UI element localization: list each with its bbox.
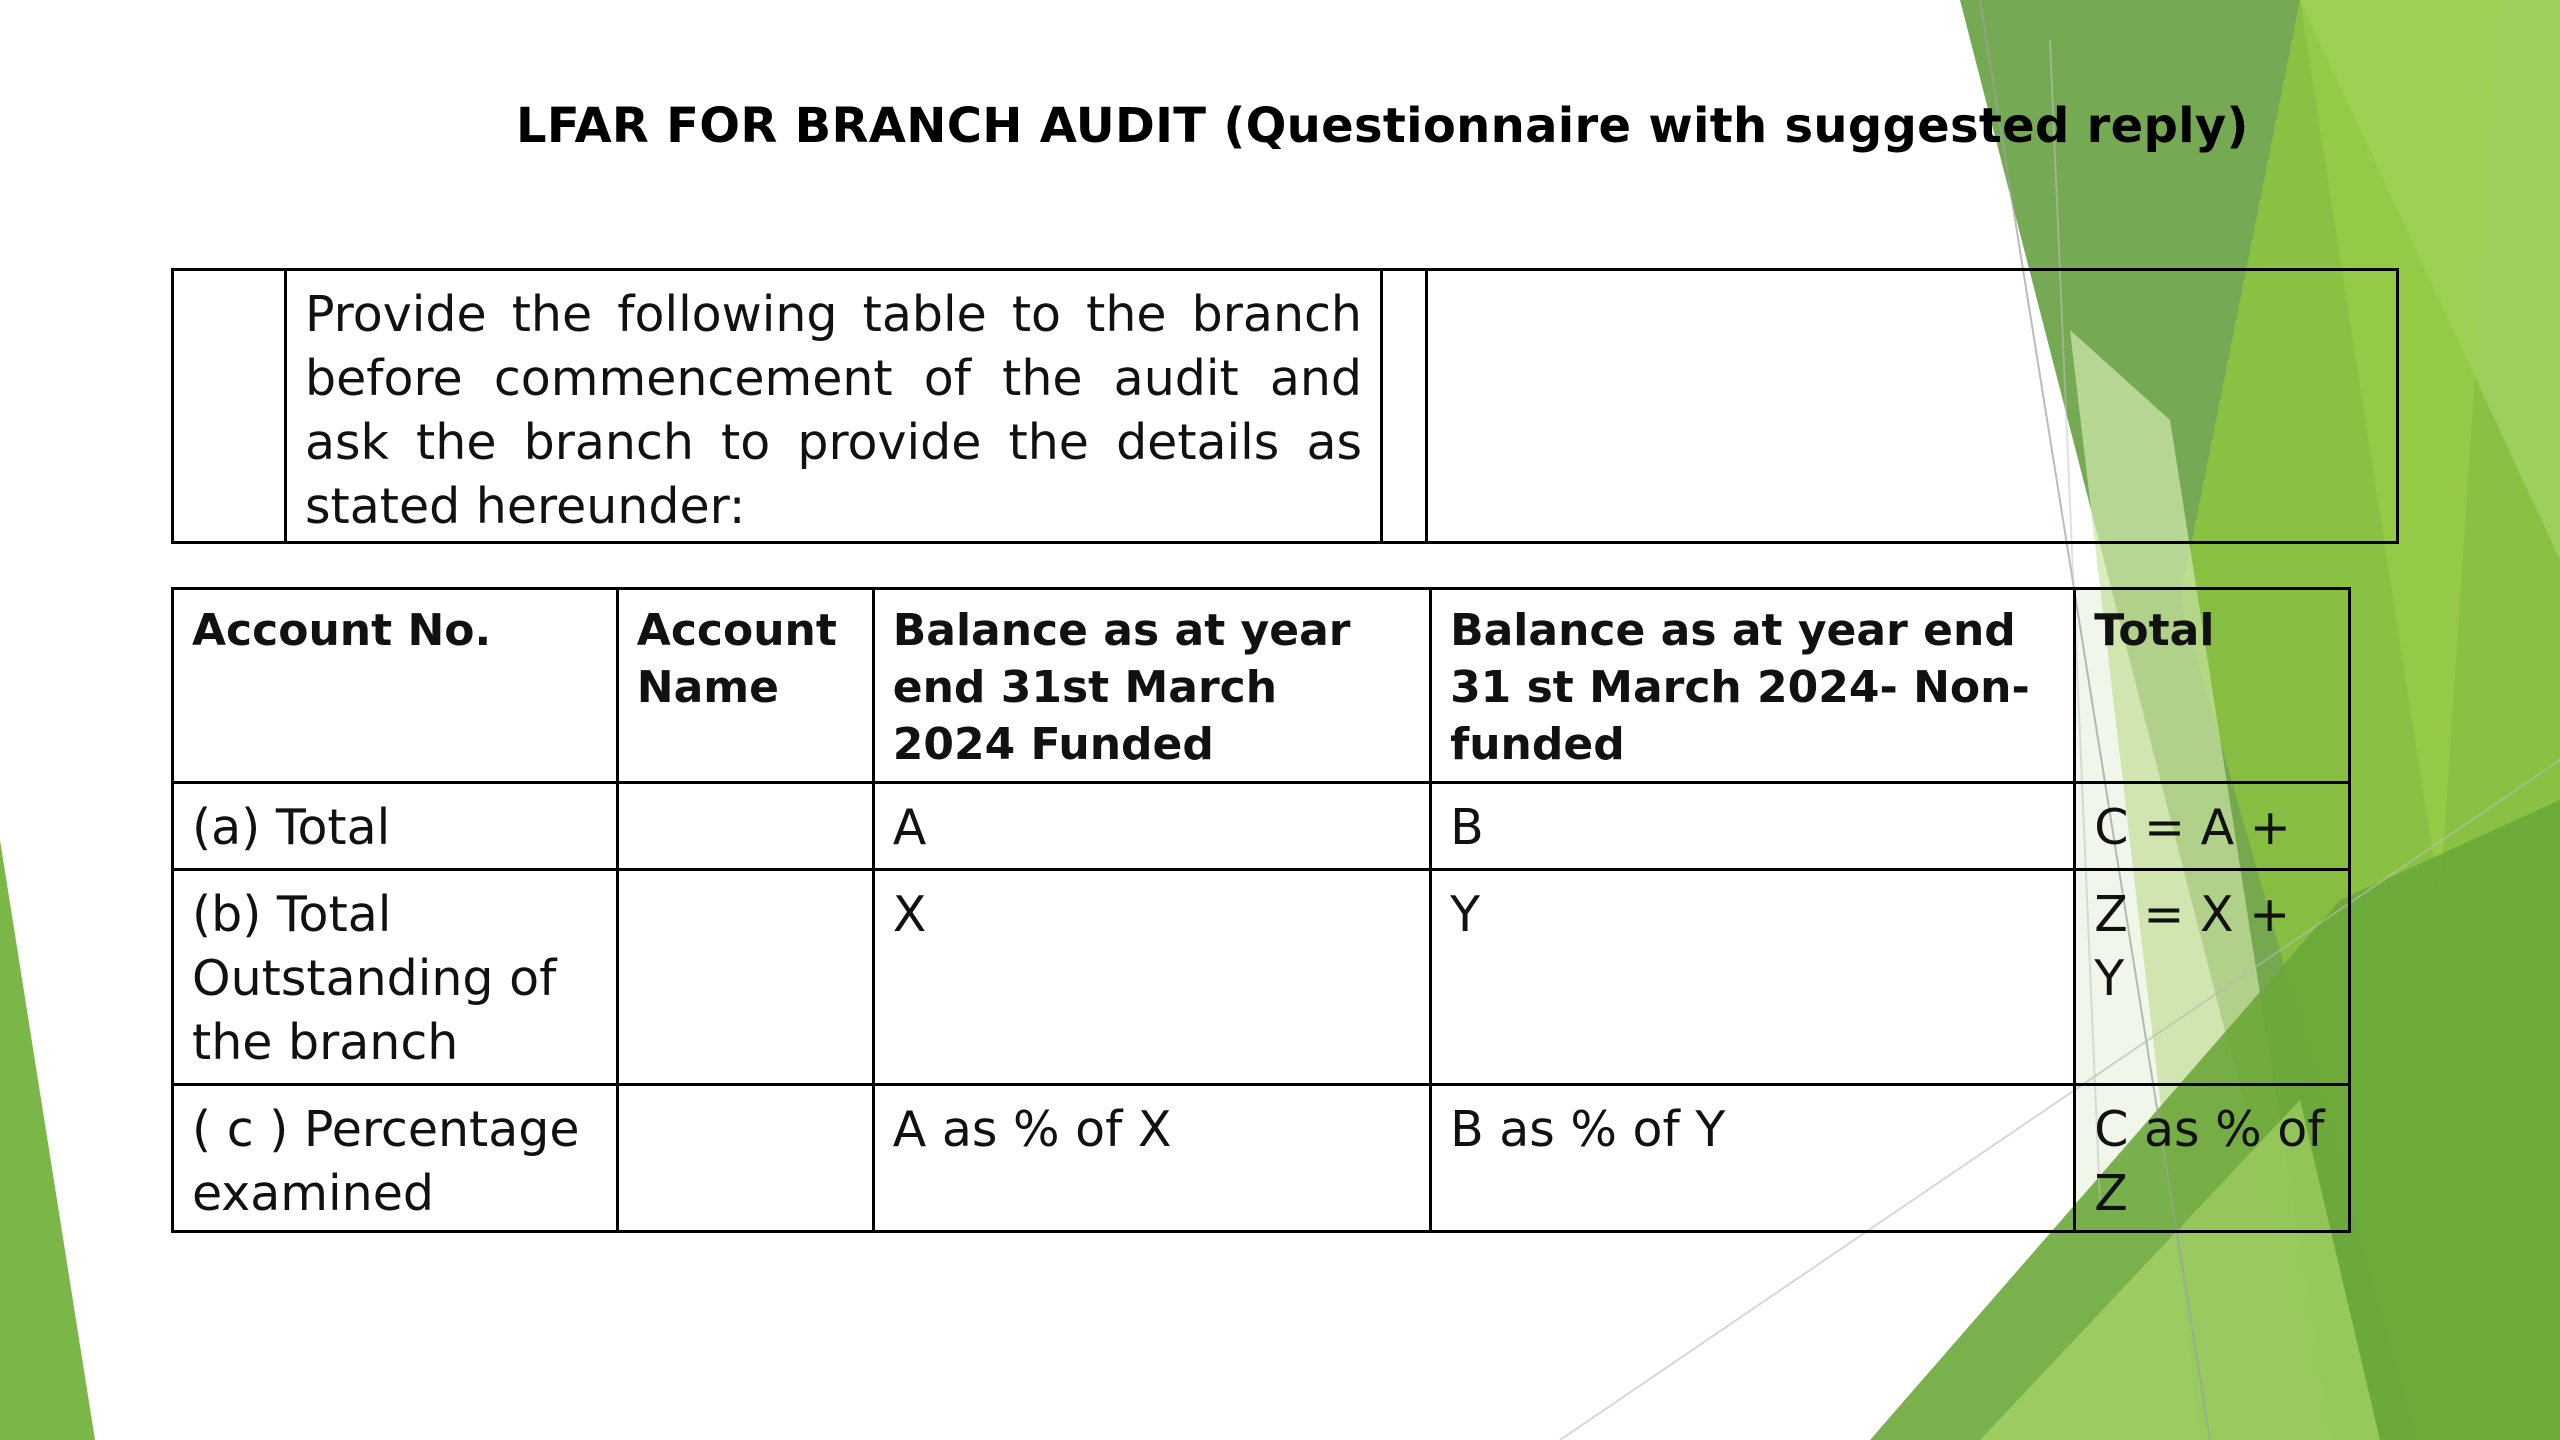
cell-non-funded: B as % of Y: [1431, 1085, 2075, 1232]
cell-label: (b) Total Outstanding of the branch: [173, 870, 618, 1085]
cell-total: Z = X + Y: [2075, 870, 2350, 1085]
cell-account-name: [617, 1085, 873, 1232]
instruction-blank-cell-1: [173, 270, 286, 543]
table-row: [173, 783, 2350, 870]
cell-funded: X: [873, 870, 1430, 1085]
cell-label: (a) Total: [173, 783, 618, 870]
cell-total: C as % of Z: [2075, 1085, 2350, 1232]
balance-table: [171, 587, 2351, 1233]
cell-account-name: [617, 783, 873, 870]
left-green-sliver: [0, 840, 95, 1440]
table-row: [173, 1085, 2350, 1232]
cell-non-funded: Y: [1431, 870, 2075, 1085]
header-account-name: Account Name: [617, 589, 873, 783]
slide-title: LFAR FOR BRANCH AUDIT (Questionnaire with suggested reply): [516, 98, 2249, 154]
header-balance-non-funded: Balance as at year end 31 st March 2024- Non-funded: [1431, 589, 2075, 783]
cell-total: C = A +: [2075, 783, 2350, 870]
instruction-reply-cell: [1427, 270, 2398, 543]
instruction-text: Provide the following table to the branch before commencement of the audit and ask the branch to provide the details as stated hereunder:: [305, 286, 1362, 535]
instruction-blank-cell-2: [1382, 270, 1427, 543]
header-total: Total: [2075, 589, 2350, 783]
header-balance-funded: Balance as at year end 31st March 2024 Funded: [873, 589, 1430, 783]
instruction-text-cell: [286, 270, 1382, 543]
cell-funded: A as % of X: [873, 1085, 1430, 1232]
cell-funded: A: [873, 783, 1430, 870]
instruction-row: [173, 270, 2398, 543]
header-account-no: Account No.: [173, 589, 618, 783]
cell-non-funded: B: [1431, 783, 2075, 870]
table-header-row: [173, 589, 2350, 783]
cell-account-name: [617, 870, 873, 1085]
instruction-table: [171, 268, 2399, 544]
cell-label: ( c ) Percentage examined: [173, 1085, 618, 1232]
table-row: [173, 870, 2350, 1085]
